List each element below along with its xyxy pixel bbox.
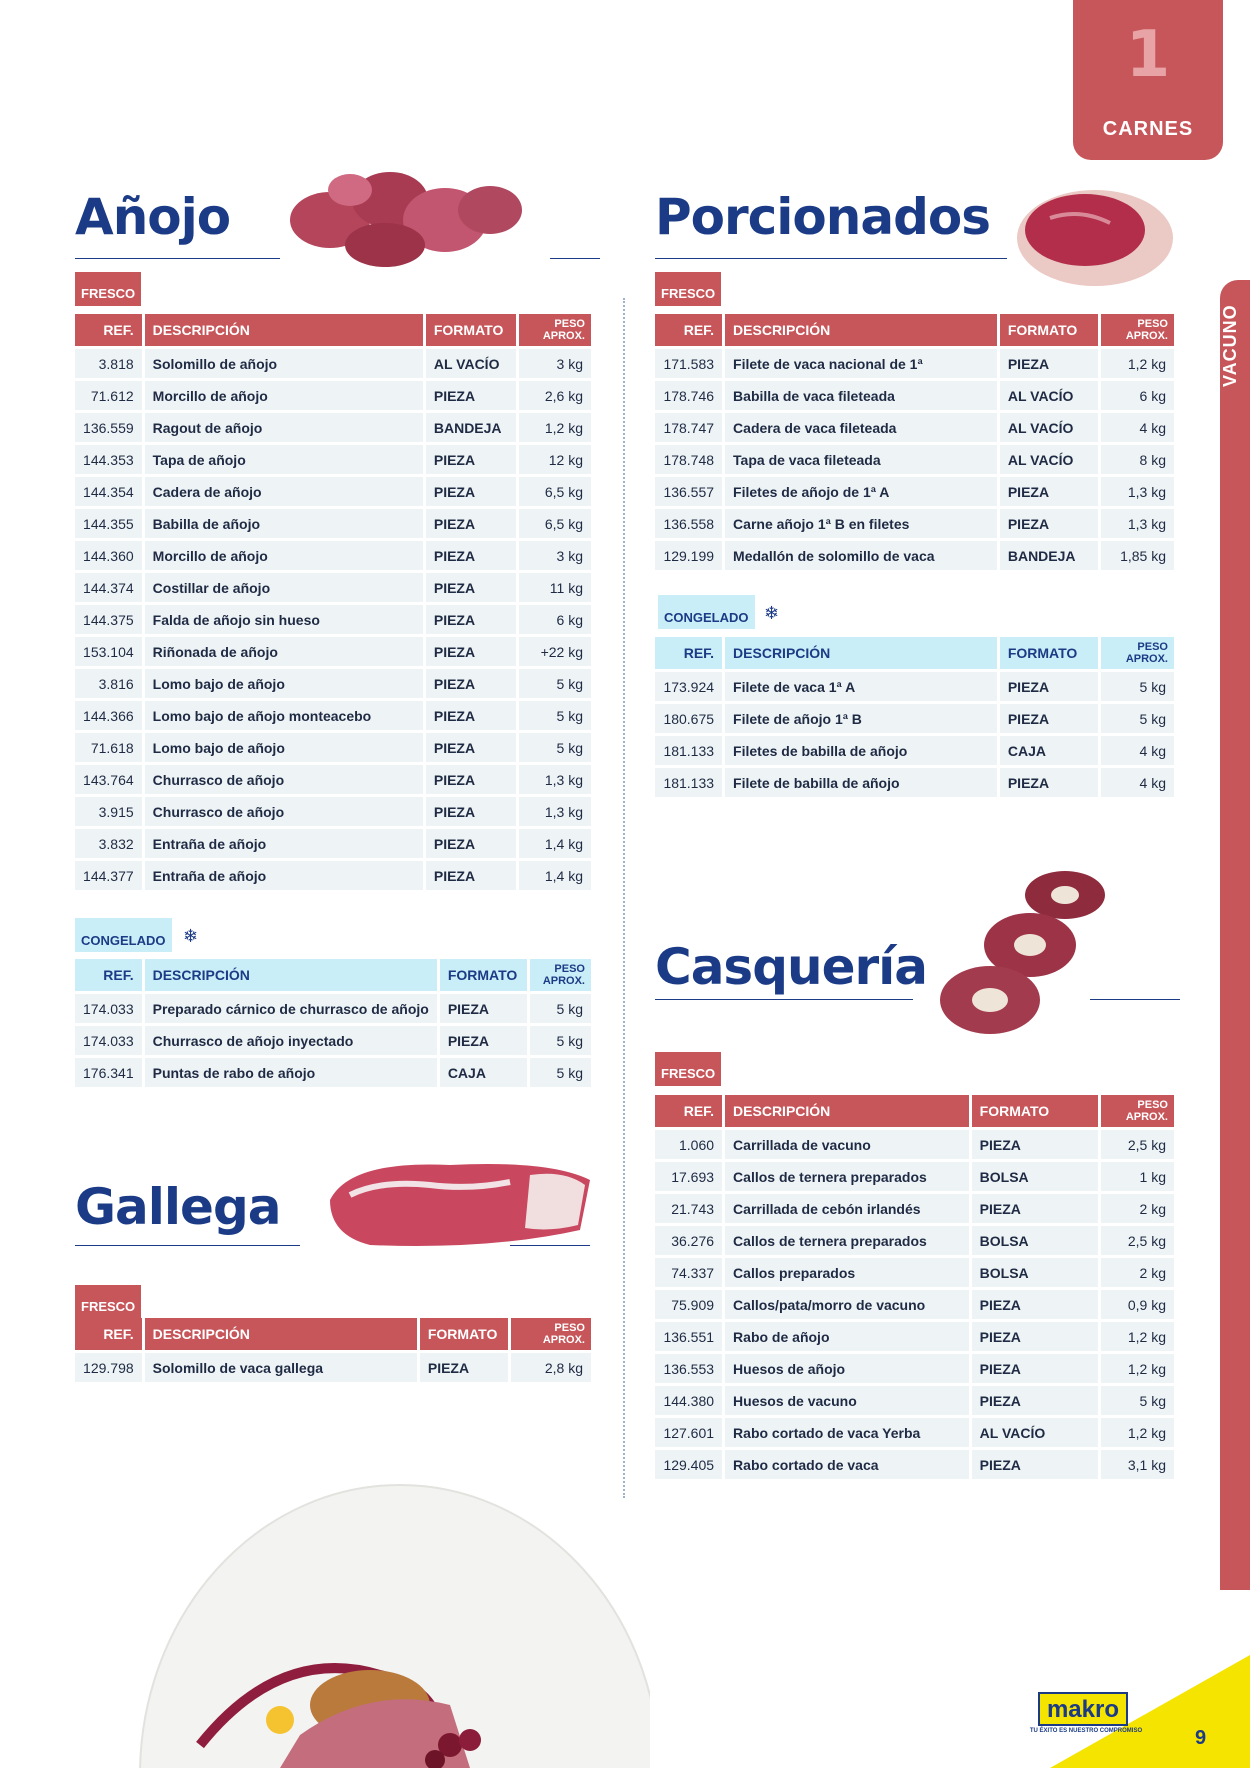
product-description: Solomillo de añojo bbox=[145, 349, 423, 378]
col-weight: PESO APROX. bbox=[530, 959, 591, 991]
product-description: Filete de vaca 1ª A bbox=[725, 672, 997, 701]
product-ref: 36.276 bbox=[655, 1226, 722, 1255]
porcionados-frozen-badge: CONGELADO bbox=[658, 595, 755, 629]
table-row bbox=[75, 637, 591, 666]
col-description: DESCRIPCIÓN bbox=[725, 314, 997, 346]
product-ref: 181.133 bbox=[655, 768, 722, 797]
product-ref: 144.374 bbox=[75, 573, 142, 602]
product-format: PIEZA bbox=[426, 509, 516, 538]
product-ref: 181.133 bbox=[655, 736, 722, 765]
col-format: FORMATO bbox=[1000, 314, 1099, 346]
product-format: PIEZA bbox=[440, 1026, 527, 1055]
product-format: AL VACÍO bbox=[1000, 445, 1099, 474]
product-ref: 144.354 bbox=[75, 477, 142, 506]
col-weight: PESO APROX. bbox=[1101, 314, 1174, 346]
table-row bbox=[655, 1386, 1174, 1415]
porcionados-frozen-table bbox=[652, 634, 1177, 800]
makro-slogan: TU ÉXITO ES NUESTRO COMPROMISO bbox=[1029, 1728, 1143, 1734]
table-row bbox=[75, 669, 591, 698]
table-row bbox=[655, 768, 1174, 797]
page-number: 9 bbox=[1195, 1727, 1207, 1749]
product-weight: 2 kg bbox=[1101, 1194, 1174, 1223]
table-header-row bbox=[655, 637, 1174, 669]
makro-logo: makro bbox=[1038, 1692, 1128, 1726]
anojo-fresh-table bbox=[72, 311, 594, 893]
table-header-row bbox=[75, 959, 591, 991]
product-weight: 5 kg bbox=[530, 994, 591, 1023]
product-description: Cadera de añojo bbox=[145, 477, 423, 506]
product-weight: 1,2 kg bbox=[1101, 1322, 1174, 1351]
product-description: Rabo cortado de vaca Yerba bbox=[725, 1418, 969, 1447]
col-description: DESCRIPCIÓN bbox=[145, 1318, 417, 1350]
product-format: PIEZA bbox=[972, 1354, 1099, 1383]
product-description: Rabo de añojo bbox=[725, 1322, 969, 1351]
snowflake-icon: ❄ bbox=[764, 603, 780, 623]
product-weight: 11 kg bbox=[519, 573, 591, 602]
table-row bbox=[75, 445, 591, 474]
product-weight: 5 kg bbox=[1101, 672, 1174, 701]
product-format: PIEZA bbox=[426, 477, 516, 506]
side-tab bbox=[1220, 280, 1250, 1590]
product-format: PIEZA bbox=[1000, 509, 1099, 538]
anojo-frozen-table bbox=[72, 956, 594, 1090]
product-description: Callos de ternera preparados bbox=[725, 1226, 969, 1255]
gallega-fresh-table bbox=[72, 1315, 594, 1385]
product-format: PIEZA bbox=[426, 765, 516, 794]
table-row bbox=[655, 477, 1174, 506]
snowflake-icon: ❄ bbox=[183, 926, 199, 946]
product-format: PIEZA bbox=[972, 1322, 1099, 1351]
product-description: Carne añojo 1ª B en filetes bbox=[725, 509, 997, 538]
anojo-title-rule bbox=[75, 258, 280, 259]
col-ref: REF. bbox=[75, 314, 142, 346]
casqueria-fresh-table bbox=[652, 1092, 1177, 1482]
table-row bbox=[655, 381, 1174, 410]
table-row bbox=[655, 1418, 1174, 1447]
product-format: PIEZA bbox=[426, 701, 516, 730]
product-format: PIEZA bbox=[426, 605, 516, 634]
product-ref: 178.746 bbox=[655, 381, 722, 410]
product-format: BANDEJA bbox=[1000, 541, 1099, 570]
chapter-number: 1 bbox=[1125, 18, 1171, 92]
product-format: PIEZA bbox=[1000, 768, 1099, 797]
product-format: PIEZA bbox=[426, 637, 516, 666]
product-description: Costillar de añojo bbox=[145, 573, 423, 602]
table-row bbox=[75, 1058, 591, 1087]
product-weight: 5 kg bbox=[1101, 1386, 1174, 1415]
product-ref: 174.033 bbox=[75, 1026, 142, 1055]
table-row bbox=[75, 477, 591, 506]
product-format: AL VACÍO bbox=[1000, 381, 1099, 410]
product-weight: 2,8 kg bbox=[511, 1353, 591, 1382]
product-description: Callos de ternera preparados bbox=[725, 1162, 969, 1191]
product-ref: 136.558 bbox=[655, 509, 722, 538]
product-description: Filete de babilla de añojo bbox=[725, 768, 997, 797]
col-description: DESCRIPCIÓN bbox=[725, 637, 997, 669]
product-format: PIEZA bbox=[426, 573, 516, 602]
product-format: PIEZA bbox=[426, 541, 516, 570]
product-ref: 71.618 bbox=[75, 733, 142, 762]
product-format: PIEZA bbox=[426, 829, 516, 858]
anojo-fresh-badge: FRESCO bbox=[75, 272, 141, 306]
product-weight: 3,1 kg bbox=[1101, 1450, 1174, 1479]
gallega-fresh-badge: FRESCO bbox=[75, 1285, 141, 1319]
product-description: Entraña de añojo bbox=[145, 861, 423, 890]
product-format: PIEZA bbox=[972, 1194, 1099, 1223]
product-ref: 71.612 bbox=[75, 381, 142, 410]
product-description: Medallón de solomillo de vaca bbox=[725, 541, 997, 570]
product-weight: 1,2 kg bbox=[1101, 1354, 1174, 1383]
table-row bbox=[75, 605, 591, 634]
product-description: Falda de añojo sin hueso bbox=[145, 605, 423, 634]
product-format: PIEZA bbox=[426, 669, 516, 698]
product-description: Ragout de añojo bbox=[145, 413, 423, 442]
product-format: PIEZA bbox=[972, 1130, 1099, 1159]
product-description: Callos/pata/morro de vacuno bbox=[725, 1290, 969, 1319]
product-description: Filete de añojo 1ª B bbox=[725, 704, 997, 733]
chapter-tab bbox=[1073, 0, 1223, 160]
product-ref: 144.377 bbox=[75, 861, 142, 890]
product-format: PIEZA bbox=[426, 861, 516, 890]
product-description: Churrasco de añojo bbox=[145, 797, 423, 826]
product-description: Filete de vaca nacional de 1ª bbox=[725, 349, 997, 378]
product-ref: 144.355 bbox=[75, 509, 142, 538]
table-row bbox=[75, 701, 591, 730]
gallega-title: Gallega bbox=[75, 1178, 281, 1236]
table-row bbox=[655, 1258, 1174, 1287]
table-row bbox=[655, 1450, 1174, 1479]
product-weight: 4 kg bbox=[1101, 736, 1174, 765]
product-format: BOLSA bbox=[972, 1162, 1099, 1191]
product-description: Rabo cortado de vaca bbox=[725, 1450, 969, 1479]
table-row bbox=[75, 994, 591, 1023]
product-ref: 75.909 bbox=[655, 1290, 722, 1319]
col-format: FORMATO bbox=[426, 314, 516, 346]
meat-cubes-image bbox=[270, 160, 530, 275]
product-ref: 3.915 bbox=[75, 797, 142, 826]
product-ref: 129.199 bbox=[655, 541, 722, 570]
table-header-row bbox=[655, 1095, 1174, 1127]
product-weight: 1,2 kg bbox=[1101, 1418, 1174, 1447]
table-row bbox=[655, 541, 1174, 570]
product-format: BOLSA bbox=[972, 1258, 1099, 1287]
table-row bbox=[655, 704, 1174, 733]
col-ref: REF. bbox=[655, 314, 722, 346]
table-row bbox=[75, 861, 591, 890]
product-description: Preparado cárnico de churrasco de añojo bbox=[145, 994, 437, 1023]
product-ref: 144.366 bbox=[75, 701, 142, 730]
product-ref: 3.818 bbox=[75, 349, 142, 378]
product-weight: 5 kg bbox=[530, 1026, 591, 1055]
anojo-title-rule-right bbox=[550, 258, 600, 259]
product-ref: 178.748 bbox=[655, 445, 722, 474]
product-format: AL VACÍO bbox=[972, 1418, 1099, 1447]
product-weight: 1,2 kg bbox=[519, 413, 591, 442]
table-row bbox=[655, 509, 1174, 538]
product-weight: 1,3 kg bbox=[519, 797, 591, 826]
product-weight: 6,5 kg bbox=[519, 477, 591, 506]
product-description: Solomillo de vaca gallega bbox=[145, 1353, 417, 1382]
table-header-row bbox=[75, 1318, 591, 1350]
product-ref: 176.341 bbox=[75, 1058, 142, 1087]
porcionados-fresh-table bbox=[652, 311, 1177, 573]
col-format: FORMATO bbox=[1000, 637, 1099, 669]
product-weight: 6,5 kg bbox=[519, 509, 591, 538]
col-format: FORMATO bbox=[440, 959, 527, 991]
product-format: PIEZA bbox=[972, 1450, 1099, 1479]
product-weight: +22 kg bbox=[519, 637, 591, 666]
product-format: PIEZA bbox=[426, 381, 516, 410]
product-ref: 144.360 bbox=[75, 541, 142, 570]
product-ref: 1.060 bbox=[655, 1130, 722, 1159]
product-ref: 127.601 bbox=[655, 1418, 722, 1447]
product-weight: 3 kg bbox=[519, 541, 591, 570]
product-weight: 6 kg bbox=[1101, 381, 1174, 410]
product-ref: 3.816 bbox=[75, 669, 142, 698]
table-row bbox=[75, 573, 591, 602]
product-weight: 6 kg bbox=[519, 605, 591, 634]
product-format: PIEZA bbox=[1000, 704, 1099, 733]
product-format: CAJA bbox=[1000, 736, 1099, 765]
product-weight: 1,85 kg bbox=[1101, 541, 1174, 570]
product-description: Carrillada de vacuno bbox=[725, 1130, 969, 1159]
product-ref: 144.380 bbox=[655, 1386, 722, 1415]
col-format: FORMATO bbox=[420, 1318, 508, 1350]
table-row bbox=[655, 1130, 1174, 1159]
product-format: PIEZA bbox=[426, 733, 516, 762]
casqueria-title: Casquería bbox=[655, 938, 928, 996]
product-format: PIEZA bbox=[1000, 672, 1099, 701]
product-weight: 5 kg bbox=[1101, 704, 1174, 733]
product-ref: 178.747 bbox=[655, 413, 722, 442]
product-format: BANDEJA bbox=[426, 413, 516, 442]
table-row bbox=[75, 797, 591, 826]
product-format: AL VACÍO bbox=[426, 349, 516, 378]
product-weight: 3 kg bbox=[519, 349, 591, 378]
product-weight: 1,4 kg bbox=[519, 861, 591, 890]
table-row bbox=[75, 509, 591, 538]
product-weight: 0,9 kg bbox=[1101, 1290, 1174, 1319]
column-divider bbox=[623, 298, 625, 1498]
product-format: PIEZA bbox=[1000, 349, 1099, 378]
product-ref: 174.033 bbox=[75, 994, 142, 1023]
product-weight: 5 kg bbox=[519, 669, 591, 698]
table-row bbox=[655, 736, 1174, 765]
product-description: Morcillo de añojo bbox=[145, 381, 423, 410]
product-ref: 136.553 bbox=[655, 1354, 722, 1383]
col-description: DESCRIPCIÓN bbox=[145, 314, 423, 346]
table-row bbox=[655, 445, 1174, 474]
product-description: Tapa de vaca fileteada bbox=[725, 445, 997, 474]
product-description: Lomo bajo de añojo monteacebo bbox=[145, 701, 423, 730]
product-weight: 1 kg bbox=[1101, 1162, 1174, 1191]
table-row bbox=[75, 765, 591, 794]
product-weight: 1,3 kg bbox=[519, 765, 591, 794]
table-row bbox=[75, 829, 591, 858]
product-ref: 74.337 bbox=[655, 1258, 722, 1287]
table-row bbox=[75, 1353, 591, 1382]
table-row bbox=[655, 672, 1174, 701]
product-ref: 144.353 bbox=[75, 445, 142, 474]
product-format: AL VACÍO bbox=[1000, 413, 1099, 442]
product-weight: 12 kg bbox=[519, 445, 591, 474]
product-weight: 5 kg bbox=[519, 701, 591, 730]
table-header-row bbox=[75, 314, 591, 346]
table-row bbox=[655, 1226, 1174, 1255]
table-row bbox=[75, 733, 591, 762]
product-description: Carrillada de cebón irlandés bbox=[725, 1194, 969, 1223]
product-ref: 129.798 bbox=[75, 1353, 142, 1382]
oxtail-image bbox=[935, 865, 1125, 1045]
product-weight: 2,5 kg bbox=[1101, 1226, 1174, 1255]
product-ref: 3.832 bbox=[75, 829, 142, 858]
product-description: Entraña de añojo bbox=[145, 829, 423, 858]
anojo-frozen-badge: CONGELADO bbox=[75, 918, 172, 952]
product-description: Babilla de vaca fileteada bbox=[725, 381, 997, 410]
col-weight: PESO APROX. bbox=[519, 314, 591, 346]
product-weight: 1,3 kg bbox=[1101, 509, 1174, 538]
casqueria-title-rule bbox=[655, 999, 913, 1000]
product-weight: 4 kg bbox=[1101, 413, 1174, 442]
product-ref: 144.375 bbox=[75, 605, 142, 634]
product-ref: 143.764 bbox=[75, 765, 142, 794]
table-row bbox=[655, 1354, 1174, 1383]
table-row bbox=[655, 1290, 1174, 1319]
col-weight: PESO APROX. bbox=[1101, 1095, 1174, 1127]
col-weight: PESO APROX. bbox=[511, 1318, 591, 1350]
porcionados-fresh-badge: FRESCO bbox=[655, 272, 721, 306]
product-ref: 173.924 bbox=[655, 672, 722, 701]
table-row bbox=[75, 381, 591, 410]
product-format: PIEZA bbox=[426, 797, 516, 826]
gallega-title-rule bbox=[75, 1245, 300, 1246]
casqueria-fresh-badge: FRESCO bbox=[655, 1052, 721, 1086]
product-description: Cadera de vaca fileteada bbox=[725, 413, 997, 442]
product-weight: 1,2 kg bbox=[1101, 349, 1174, 378]
col-ref: REF. bbox=[655, 1095, 722, 1127]
table-row bbox=[655, 413, 1174, 442]
product-weight: 2,6 kg bbox=[519, 381, 591, 410]
product-description: Babilla de añojo bbox=[145, 509, 423, 538]
product-format: PIEZA bbox=[420, 1353, 508, 1382]
product-description: Filetes de babilla de añojo bbox=[725, 736, 997, 765]
col-ref: REF. bbox=[75, 959, 142, 991]
product-ref: 171.583 bbox=[655, 349, 722, 378]
anojo-title: Añojo bbox=[75, 188, 231, 246]
table-header-row bbox=[655, 314, 1174, 346]
table-row bbox=[655, 1194, 1174, 1223]
product-format: PIEZA bbox=[440, 994, 527, 1023]
porcionados-title-rule bbox=[655, 258, 1007, 259]
product-description: Lomo bajo de añojo bbox=[145, 669, 423, 698]
product-ref: 180.675 bbox=[655, 704, 722, 733]
product-description: Callos preparados bbox=[725, 1258, 969, 1287]
table-row bbox=[655, 1322, 1174, 1351]
product-weight: 1,3 kg bbox=[1101, 477, 1174, 506]
plated-dish-image bbox=[130, 1445, 650, 1768]
product-weight: 4 kg bbox=[1101, 768, 1174, 797]
product-weight: 2 kg bbox=[1101, 1258, 1174, 1287]
product-description: Lomo bajo de añojo bbox=[145, 733, 423, 762]
product-weight: 2,5 kg bbox=[1101, 1130, 1174, 1159]
product-format: PIEZA bbox=[426, 445, 516, 474]
col-weight: PESO APROX. bbox=[1101, 637, 1174, 669]
table-row bbox=[75, 413, 591, 442]
product-weight: 8 kg bbox=[1101, 445, 1174, 474]
col-format: FORMATO bbox=[972, 1095, 1099, 1127]
beef-steak-image bbox=[1010, 178, 1190, 293]
product-description: Puntas de rabo de añojo bbox=[145, 1058, 437, 1087]
product-ref: 136.559 bbox=[75, 413, 142, 442]
col-description: DESCRIPCIÓN bbox=[725, 1095, 969, 1127]
product-format: PIEZA bbox=[1000, 477, 1099, 506]
product-ref: 136.551 bbox=[655, 1322, 722, 1351]
product-ref: 153.104 bbox=[75, 637, 142, 666]
product-description: Churrasco de añojo bbox=[145, 765, 423, 794]
product-ref: 129.405 bbox=[655, 1450, 722, 1479]
product-description: Churrasco de añojo inyectado bbox=[145, 1026, 437, 1055]
beef-loin-image bbox=[310, 1140, 600, 1260]
product-description: Riñonada de añojo bbox=[145, 637, 423, 666]
table-row bbox=[75, 541, 591, 570]
table-row bbox=[655, 349, 1174, 378]
product-weight: 5 kg bbox=[519, 733, 591, 762]
col-description: DESCRIPCIÓN bbox=[145, 959, 437, 991]
product-format: BOLSA bbox=[972, 1226, 1099, 1255]
side-tab-label: VACUNO bbox=[1220, 304, 1240, 388]
product-format: CAJA bbox=[440, 1058, 527, 1087]
product-weight: 5 kg bbox=[530, 1058, 591, 1087]
table-row bbox=[75, 1026, 591, 1055]
product-description: Morcillo de añojo bbox=[145, 541, 423, 570]
col-ref: REF. bbox=[75, 1318, 142, 1350]
product-description: Huesos de vacuno bbox=[725, 1386, 969, 1415]
table-row bbox=[75, 349, 591, 378]
product-format: PIEZA bbox=[972, 1290, 1099, 1319]
chapter-label: CARNES bbox=[1102, 118, 1194, 140]
table-row bbox=[655, 1162, 1174, 1191]
product-description: Huesos de añojo bbox=[725, 1354, 969, 1383]
product-ref: 136.557 bbox=[655, 477, 722, 506]
product-description: Filetes de añojo de 1ª A bbox=[725, 477, 997, 506]
product-weight: 1,4 kg bbox=[519, 829, 591, 858]
product-description: Tapa de añojo bbox=[145, 445, 423, 474]
product-ref: 17.693 bbox=[655, 1162, 722, 1191]
product-ref: 21.743 bbox=[655, 1194, 722, 1223]
product-format: PIEZA bbox=[972, 1386, 1099, 1415]
col-ref: REF. bbox=[655, 637, 722, 669]
porcionados-title: Porcionados bbox=[655, 188, 991, 246]
makro-brand bbox=[1029, 1692, 1143, 1742]
